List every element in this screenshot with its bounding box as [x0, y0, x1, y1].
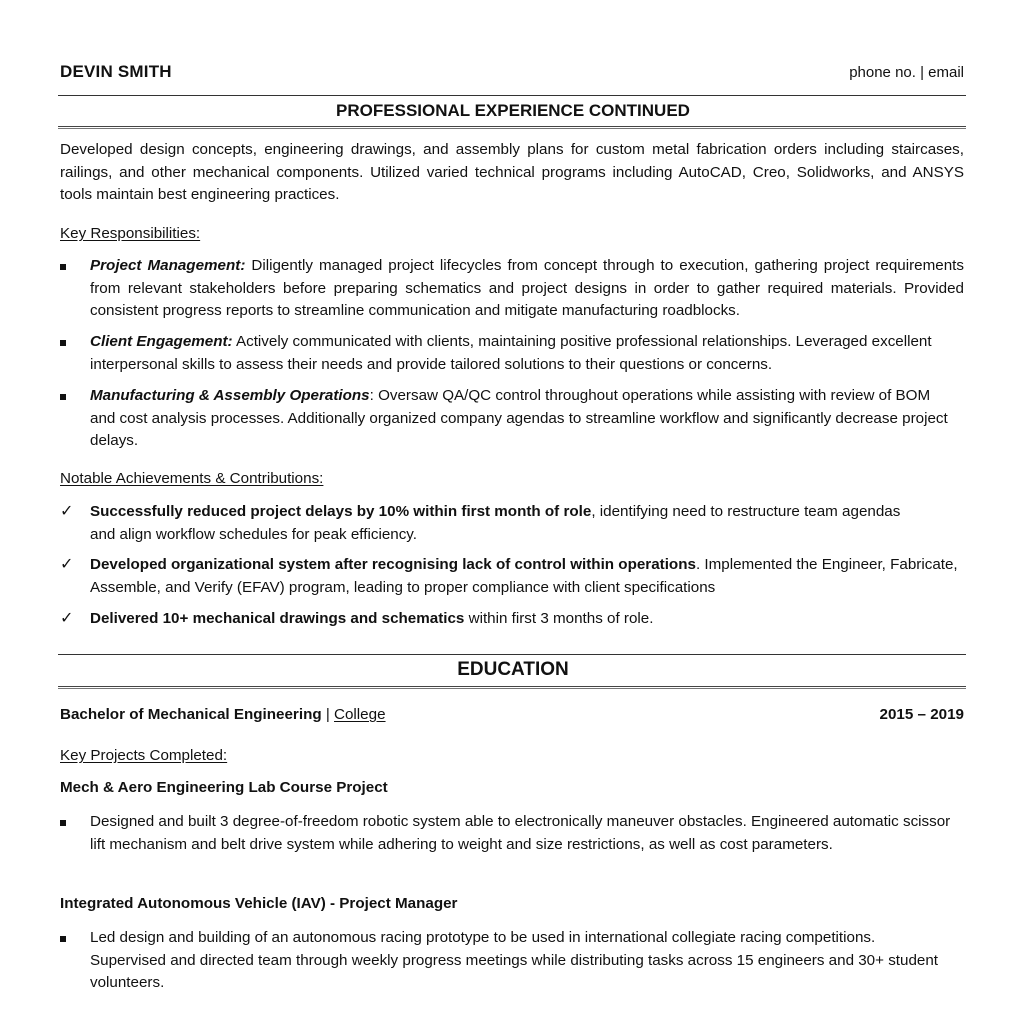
square-bullet-icon	[60, 331, 80, 354]
responsibility-text: Diligently managed project lifecycles from concept through to execution, gathering project requirements from relevant stakeholders before preparing schematics and project designs in order to gather required materials. Provided consistent progress reports to streamline communication and mitigate manufacturing roadblocks.	[90, 257, 964, 319]
achievement-item	[60, 608, 964, 631]
square-bullet-icon	[60, 255, 80, 278]
resume-header	[60, 62, 966, 86]
education-years: 2015 – 2019	[879, 706, 964, 723]
achievements-heading: Notable Achievements & Contributions:	[60, 470, 324, 487]
degree-row	[60, 706, 966, 723]
responsibility-lead: Manufacturing & Assembly Operations	[90, 387, 370, 404]
achievement-text: within first 3 months of role.	[464, 610, 654, 627]
projects-heading: Key Projects Completed:	[60, 747, 228, 764]
achievement-lead: Developed organizational system after recognising lack of control within operations	[90, 556, 696, 573]
achievement-lead: Delivered 10+ mechanical drawings and schematics	[90, 610, 465, 627]
achievement-text: , identifying need to restructure team agendas and align workflow schedules for peak efficiency.	[90, 503, 901, 543]
square-bullet-icon	[60, 811, 80, 834]
responsibility-lead: Project Management:	[90, 257, 246, 274]
responsibility-item	[60, 331, 964, 376]
school-name: College	[334, 706, 386, 723]
project-title: Integrated Autonomous Vehicle (IAV) - Project Manager	[60, 895, 458, 912]
experience-summary: Developed design concepts, engineering drawings, and assembly plans for custom metal fabrication orders including staircases, railings, and other mechanical components. Utilized varied technical programs including AutoCAD, Creo, Solidworks, and ANSYS tools maintain best engineering practices.	[60, 141, 964, 203]
responsibility-text: Actively communicated with clients, maintaining positive professional relationships. Leveraged excellent interpersonal skills to assess their needs and provide tailored solutions to their questions or concerns.	[90, 333, 932, 373]
project-bullet	[60, 927, 964, 995]
experience-title-rule	[58, 126, 966, 129]
achievement-lead: Successfully reduced project delays by 10% within first month of role	[90, 503, 592, 520]
achievement-text: . Implemented the Engineer, Fabricate, Assemble, and Verify (EFAV) program, leading to proper compliance with client specifications	[90, 556, 958, 596]
square-bullet-icon	[60, 385, 80, 408]
responsibility-item	[60, 255, 964, 323]
education-section-title: EDUCATION	[457, 659, 569, 680]
education-divider	[58, 654, 966, 655]
project-description: Led design and building of an autonomous racing prototype to be used in international collegiate racing competitions. Supervised and directed team through weekly progress meetings while distributing tasks across 15 engineers and 30+ student volunteers.	[90, 929, 939, 991]
project-title: Mech & Aero Engineering Lab Course Project	[60, 779, 388, 796]
degree-separator: |	[321, 706, 335, 723]
project-bullet	[60, 811, 964, 856]
experience-section-title: PROFESSIONAL EXPERIENCE CONTINUED	[336, 101, 690, 120]
checkmark-icon: ✓	[60, 503, 74, 520]
education-title-rule	[58, 686, 966, 689]
checkmark-icon: ✓	[60, 610, 74, 627]
achievement-item	[60, 501, 964, 546]
checkmark-icon: ✓	[60, 556, 74, 573]
responsibility-text: : Oversaw QA/QC control throughout operations while assisting with review of BOM and cost analysis processes. Additionally organized company agendas to streamline workflow and significantly decrease project delays.	[90, 387, 948, 449]
project-description: Designed and built 3 degree-of-freedom robotic system able to electronically maneuver obstacles. Engineered automatic scissor lift mechanism and belt drive system while adhering to weight and size restrictions, as well as cost parameters.	[90, 813, 951, 853]
responsibility-lead: Client Engagement:	[90, 333, 233, 350]
header-divider	[58, 95, 966, 96]
responsibility-item	[60, 385, 964, 453]
degree-name: Bachelor of Mechanical Engineering	[60, 706, 322, 723]
contact-info: phone no. | email	[849, 64, 964, 81]
achievement-item	[60, 554, 964, 599]
responsibilities-heading: Key Responsibilities:	[60, 225, 201, 242]
square-bullet-icon	[60, 927, 80, 950]
candidate-name: DEVIN SMITH	[60, 62, 172, 81]
